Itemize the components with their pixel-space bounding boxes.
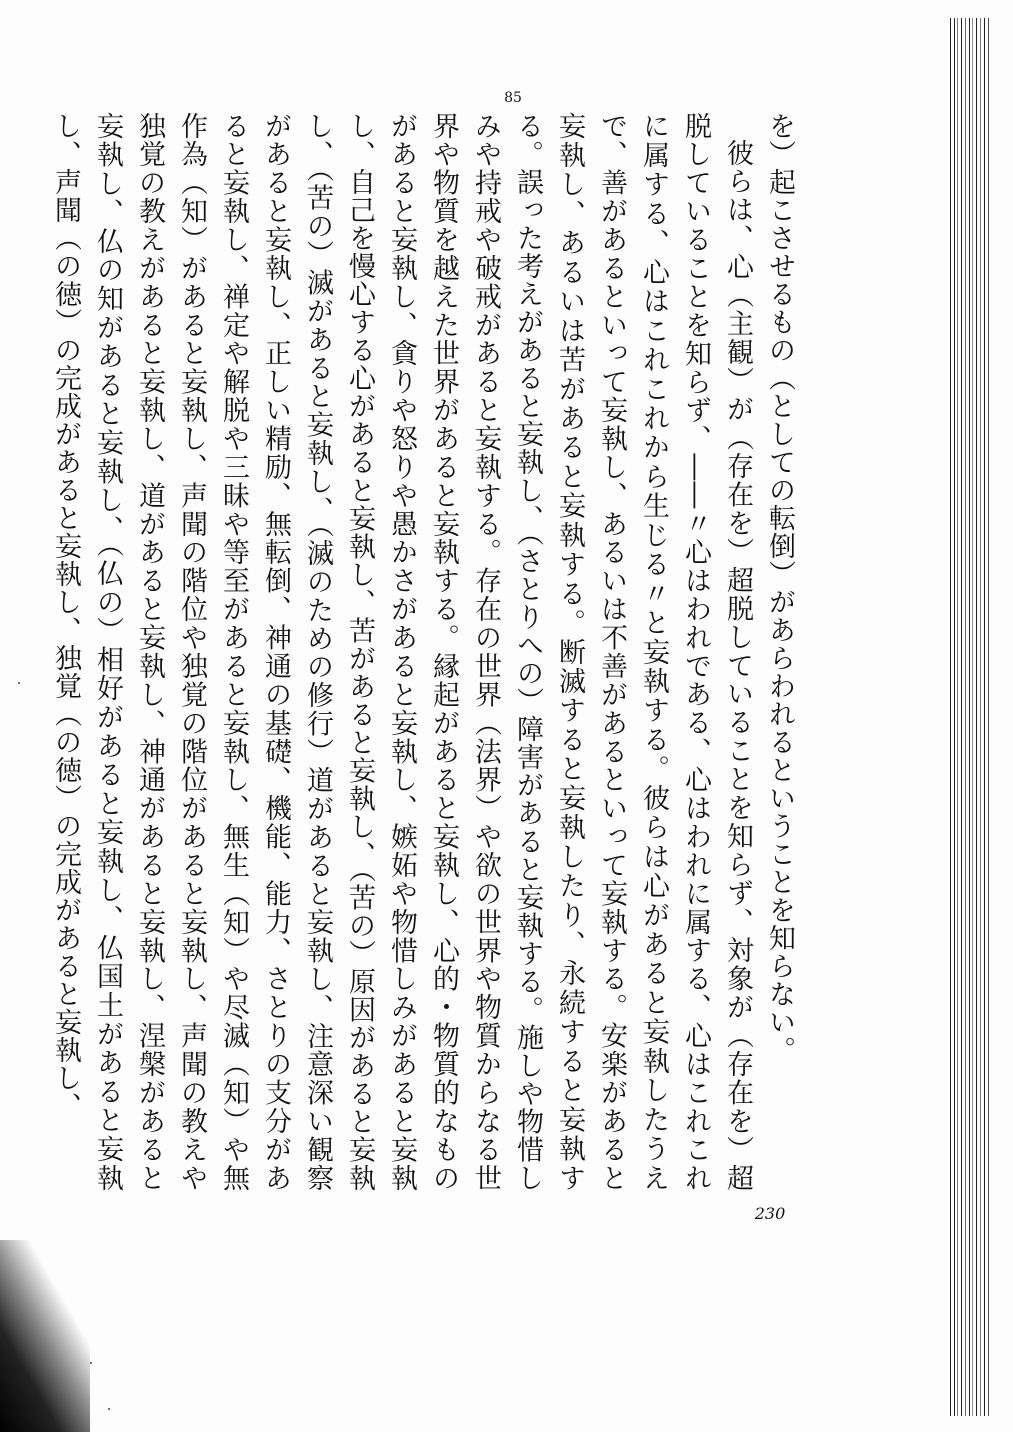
vertical-body-text [50, 112, 800, 1193]
header-page-number: 85 [504, 90, 522, 106]
footer-page-number: 230 [754, 1204, 786, 1223]
scan-speck [18, 682, 20, 684]
scan-corner-shadow [0, 1240, 90, 1432]
paragraph-main: 彼らは、心（主観）が（存在を）超脱していることを知らず、対象が（存在を）超脱していることを知らず、――〃心はわれである、心はわれに属する、心はこれこれに属する、心はこれこれから生じる〃と妄執する。彼らは心があると妄執したうえで、善があるといって妄執し、あるいは不善があるといって妄執する。安楽があると妄執し、あるいは苦があると妄執する。断滅すると妄執したり、永続すると妄執する。誤った考えがあると妄執し、（さとりへの）障害があると妄執する。施しや物惜しみや持戒や破戒があると妄執する。存在の世界（法界）や欲の世界や物質からなる世界や物質を越えた世界があると妄執する。縁起があると妄執し、心的・物質的なものがあると妄執し、貪りや怒りや愚かさがあると妄執し、嫉妬や物惜しみがあると妄執し、自己を慢心する心があると妄執し、苦があると妄執し、（苦の）原因があると妄執し、（苦の）滅があると妄執し、（滅のための修行）道があると妄執し、注意深い観察があると妄執し、正しい精励、無転倒、神通の基礎、機能、能力、さとりの支分があると妄執し、禅定や解脱や三昧や等至があると妄執し、無生（知）や尽滅（知）や無作為（知）があると妄執し、声聞の階位や独覚の階位があると妄執し、声聞の教えや独覚の教えがあると妄執し、道があると妄執し、神通があると妄執し、涅槃があると妄執し、仏の知があると妄執し、（仏の）相好があると妄執し、仏国土があると妄執し、声聞（の徳）の完成があると妄執し、独覚（の徳）の完成があると妄執し、 [50, 112, 753, 1193]
scan-speck [90, 1362, 92, 1364]
scan-speck [108, 1408, 110, 1410]
book-binding-edge [948, 18, 998, 1416]
paragraph-continuation: を）起こさせるもの（としての転倒）があらわれるということを知らない。 [764, 112, 795, 1064]
